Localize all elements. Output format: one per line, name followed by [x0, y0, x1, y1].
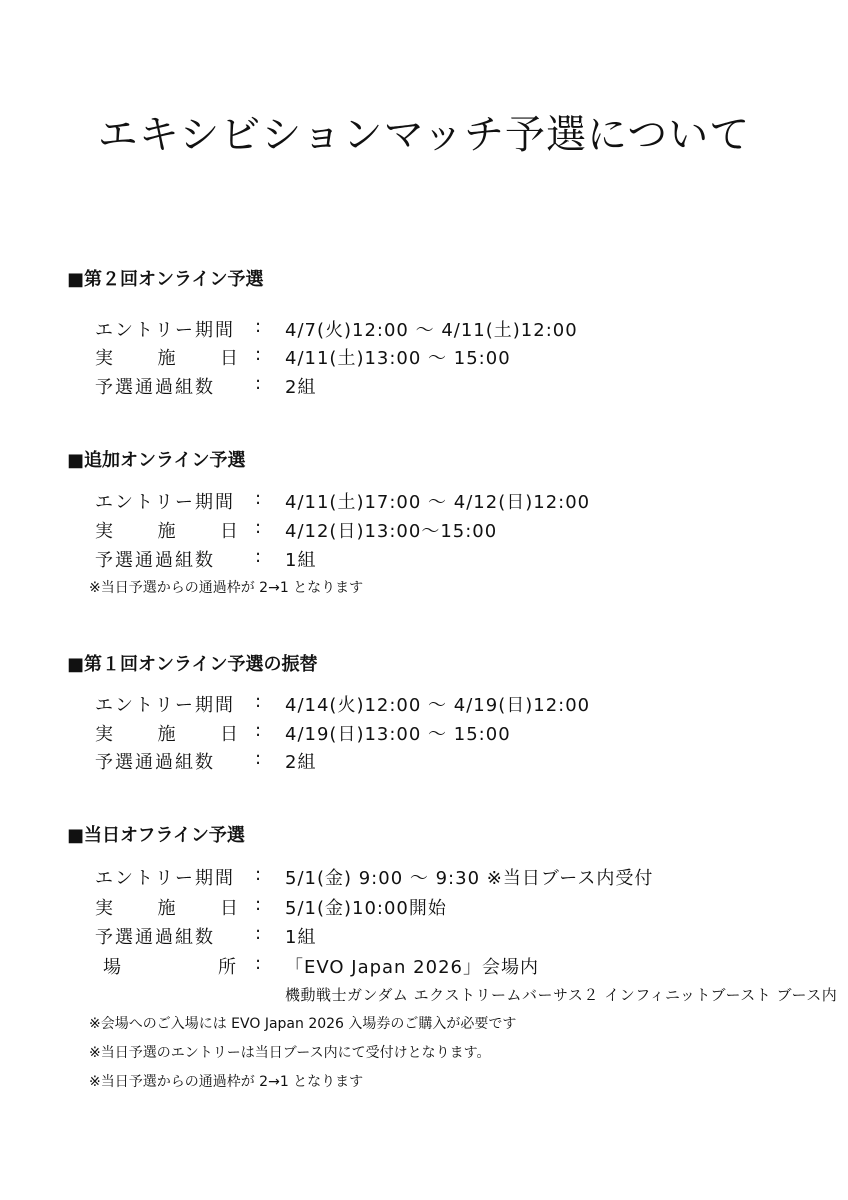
qualifiers-value: 1組 — [285, 927, 317, 948]
colon: : — [255, 953, 262, 974]
colon: : — [255, 344, 262, 365]
date-label-char: 施 — [157, 724, 178, 745]
colon: : — [255, 720, 262, 741]
section-heading-offline: ■当日オフライン予選 — [67, 825, 245, 846]
date-label-char: 施 — [157, 348, 178, 369]
entry-period-value: 4/11(土)17:00 〜 4/12(日)12:00 — [285, 492, 591, 513]
qualifiers-value: 1組 — [285, 550, 317, 571]
colon: : — [255, 894, 262, 915]
colon: : — [255, 517, 262, 538]
date-label — [95, 344, 240, 370]
date-value: 5/1(金)10:00開始 — [285, 898, 447, 919]
date-value: 4/19(日)13:00 〜 15:00 — [285, 724, 511, 745]
date-label — [95, 894, 240, 920]
colon: : — [255, 546, 262, 567]
qualifiers-label: 予選通過組数 — [95, 550, 215, 571]
colon: : — [255, 691, 262, 712]
note: ※当日予選からの通過枠が 2→1 となります — [89, 580, 364, 596]
page-title: エキシビションマッチ予選について — [97, 112, 751, 158]
date-label — [95, 517, 240, 543]
qualifiers-label: 予選通過組数 — [95, 377, 215, 398]
entry-period-value: 4/14(火)12:00 〜 4/19(日)12:00 — [285, 695, 591, 716]
date-label-char: 施 — [157, 521, 178, 542]
entry-period-label: エントリー期間 — [95, 868, 235, 889]
entry-period-label: エントリー期間 — [95, 695, 235, 716]
entry-period-value: 4/7(火)12:00 〜 4/11(土)12:00 — [285, 320, 578, 341]
venue-label-char: 場 — [103, 957, 123, 978]
note: ※当日予選のエントリーは当日ブース内にて受付けとなります。 — [89, 1045, 491, 1061]
note: ※会場へのご入場には EVO Japan 2026 入場券のご購入が必要です — [89, 1016, 517, 1032]
qualifiers-label: 予選通過組数 — [95, 927, 215, 948]
date-value: 4/11(土)13:00 〜 15:00 — [285, 348, 511, 369]
entry-period-label: エントリー期間 — [95, 492, 235, 513]
date-label-char: 日 — [220, 348, 240, 369]
colon: : — [255, 316, 262, 337]
section-heading-online-1-makeup: ■第１回オンライン予選の振替 — [67, 654, 318, 675]
date-label — [95, 720, 240, 746]
section-heading-online-2: ■第２回オンライン予選 — [67, 269, 264, 290]
date-label-char: 実 — [95, 724, 115, 745]
date-label-char: 実 — [95, 521, 115, 542]
colon: : — [255, 373, 262, 394]
qualifiers-value: 2組 — [285, 752, 317, 773]
qualifiers-value: 2組 — [285, 377, 317, 398]
section-heading-additional-online: ■追加オンライン予選 — [67, 450, 246, 471]
date-label-char: 日 — [220, 521, 240, 542]
date-label-char: 実 — [95, 898, 115, 919]
venue-label-char: 所 — [218, 957, 238, 978]
note: ※当日予選からの通過枠が 2→1 となります — [89, 1074, 364, 1090]
qualifiers-label: 予選通過組数 — [95, 752, 215, 773]
venue-label — [103, 953, 238, 979]
date-label-char: 実 — [95, 348, 115, 369]
colon: : — [255, 923, 262, 944]
entry-period-value: 5/1(金) 9:00 〜 9:30 ※当日ブース内受付 — [285, 868, 654, 889]
date-label-char: 施 — [157, 898, 178, 919]
colon: : — [255, 864, 262, 885]
date-value: 4/12(日)13:00〜15:00 — [285, 521, 498, 542]
venue-value: 「EVO Japan 2026」会場内 — [285, 957, 539, 978]
date-label-char: 日 — [220, 724, 240, 745]
date-label-char: 日 — [220, 898, 240, 919]
venue-detail: 機動戦士ガンダム エクストリームバーサス２ インフィニットブースト ブース内 — [285, 986, 838, 1004]
entry-period-label: エントリー期間 — [95, 320, 235, 341]
colon: : — [255, 748, 262, 769]
colon: : — [255, 488, 262, 509]
